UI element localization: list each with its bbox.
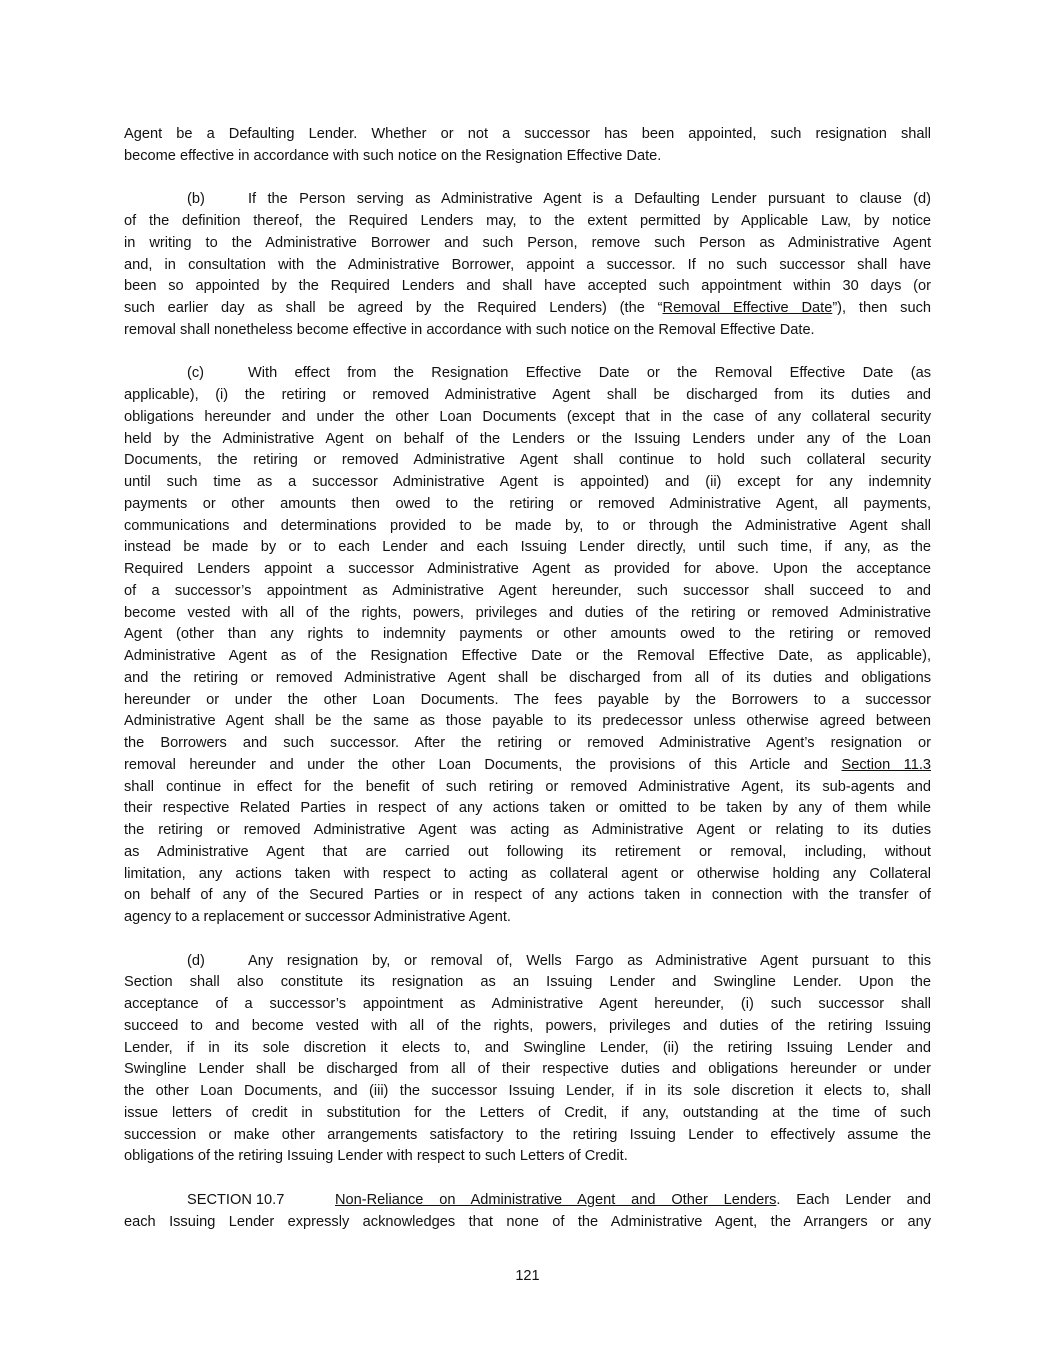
text-line	[124, 1081, 931, 1103]
line-text: and, in consultation with the Administrative Borrower, appoint a successor. If no such successor shall have	[124, 256, 931, 273]
text-line	[124, 690, 931, 712]
paragraph-label: (c)	[187, 365, 205, 382]
line-text: removal shall nonetheless become effective in accordance with such notice on the Removal Effective Date.	[124, 321, 815, 338]
text-line	[124, 1016, 931, 1038]
line-text: become vested with all of the rights, powers, privileges and duties of the retiring or removed Administrative	[124, 604, 931, 621]
text-line	[124, 320, 931, 342]
line-text: the Borrowers and such successor. After the retiring or removed Administrative Agent’s resignation or	[124, 735, 931, 751]
line-text: instead be made by or to each Lender and each Issuing Lender directly, until such time, if any, as the	[124, 539, 931, 556]
text-line	[124, 1146, 931, 1168]
line-text: Administrative Agent as of the Resignation Effective Date or the Removal Effective Date, as applicable),	[124, 648, 931, 664]
text-line	[124, 907, 931, 929]
text-segment: ”), then such	[832, 300, 931, 316]
line-text: the retiring or removed Administrative Agent was acting as Administrative Agent or relating to its duties	[124, 822, 931, 838]
text-line	[124, 1038, 931, 1060]
text-line	[124, 1212, 931, 1234]
text-line	[124, 603, 931, 625]
paragraph	[124, 189, 931, 341]
defined-term: Section 11.3	[841, 756, 931, 773]
line-text: Swingline Lender shall be discharged from all of their respective duties and obligations hereunder or under	[124, 1061, 931, 1078]
line-text: Documents, the retiring or removed Administrative Agent shall continue to hold such collateral security	[124, 452, 931, 469]
document-body	[124, 124, 931, 1255]
text-line	[124, 1125, 931, 1147]
line-text: their respective Related Parties in respect of any actions taken or omitted to be taken by any of them while	[124, 800, 931, 817]
line-text: succeed to and become vested with all of the rights, powers, privileges and duties of the retiring Issuing	[124, 1017, 931, 1034]
text-line	[124, 472, 931, 494]
text-line	[124, 1103, 931, 1125]
text-line	[124, 820, 931, 842]
text-segment: . Each Lender and	[776, 1191, 931, 1208]
line-text: payments or other amounts then owed to the retiring or removed Administrative Agent, all payments,	[124, 495, 931, 512]
text-line	[124, 581, 931, 603]
text-line	[124, 864, 931, 886]
line-text: Agent (other than any rights to indemnity payments or other amounts owed to the retiring or removed	[124, 626, 931, 643]
text-line	[124, 516, 931, 538]
text-line	[124, 842, 931, 864]
paragraph	[124, 1190, 931, 1234]
text-line	[124, 124, 931, 146]
line-text: Agent be a Defaulting Lender. Whether or not a successor has been appointed, such resignation shall	[124, 126, 931, 142]
text-line	[124, 798, 931, 820]
defined-term: Non-Reliance on Administrative Agent and Other Lenders	[335, 1191, 777, 1208]
line-text: in writing to the Administrative Borrower and such Person, remove such Person as Administrative Agent	[124, 234, 931, 251]
text-line	[124, 494, 931, 516]
text-line	[124, 407, 931, 429]
line-text: obligations of the retiring Issuing Lender with respect to such Letters of Credit.	[124, 1148, 628, 1165]
line-text: limitation, any actions taken with respect to acting as collateral agent or otherwise holding any Collateral	[124, 865, 931, 882]
line-text: become effective in accordance with such notice on the Resignation Effective Date.	[124, 147, 662, 164]
text-line	[124, 429, 931, 451]
line-text: and the retiring or removed Administrative Agent shall be discharged from all of its duties and obligations	[124, 669, 931, 686]
line-text: Section shall also constitute its resignation as an Issuing Lender and Swingline Lender. Upon the	[124, 974, 931, 991]
text-line	[124, 1190, 931, 1212]
line-text: communications and determinations provided to be made by, to or through the Administrative Agent shall	[124, 517, 931, 534]
paragraph	[124, 951, 931, 1169]
paragraph-label: (d)	[187, 952, 205, 969]
text-line	[124, 537, 931, 559]
text-line	[124, 1059, 931, 1081]
line-text: applicable), (i) the retiring or removed Administrative Agent shall be discharged from its duties and	[124, 387, 931, 403]
line-text: the other Loan Documents, and (iii) the successor Issuing Lender, if in its sole discretion it elects to, shall	[124, 1083, 931, 1099]
line-text: hereunder or under the other Loan Documents. The fees payable by the Borrowers to a successor	[124, 691, 931, 708]
text-line	[124, 450, 931, 472]
line-text: of a successor’s appointment as Administrative Agent hereunder, such successor shall succeed to and	[124, 582, 931, 599]
text-line	[124, 559, 931, 581]
line-text: Any resignation by, or removal of, Wells Fargo as Administrative Agent pursuant to this	[248, 952, 931, 969]
line-text: With effect from the Resignation Effective Date or the Removal Effective Date (as	[248, 365, 931, 382]
line-text: Administrative Agent shall be the same as those payable to its predecessor unless otherwise agreed between	[124, 713, 931, 730]
line-text: agency to a replacement or successor Administrative Agent.	[124, 909, 511, 925]
line-text	[124, 298, 931, 320]
text-segment: removal hereunder and under the other Loan Documents, the provisions of this Article and	[124, 756, 842, 773]
line-text: obligations hereunder and under the other Loan Documents (except that in the case of any collateral security	[124, 408, 931, 425]
text-line	[124, 255, 931, 277]
line-text	[335, 1190, 931, 1212]
text-line	[124, 994, 931, 1016]
line-text: as Administrative Agent that are carried out following its retirement or removal, including, without	[124, 843, 931, 860]
text-line	[124, 733, 931, 755]
line-text: issue letters of credit in substitution for the Letters of Credit, if any, outstanding at the time of such	[124, 1104, 931, 1121]
line-text: Required Lenders appoint a successor Administrative Agent as provided for above. Upon the acceptance	[124, 561, 931, 577]
text-line	[124, 385, 931, 407]
text-line	[124, 951, 931, 973]
text-line	[124, 624, 931, 646]
line-text: until such time as a successor Administrative Agent is appointed) and (ii) except for any indemnity	[124, 474, 931, 490]
line-text: of the definition thereof, the Required Lenders may, to the extent permitted by Applicable Law, by notice	[124, 213, 931, 229]
line-text: shall continue in effect for the benefit of such retiring or removed Administrative Agent, its sub-agents and	[124, 778, 931, 795]
line-text: succession or make other arrangements satisfactory to the retiring Issuing Lender to effectively assume the	[124, 1126, 931, 1143]
text-segment: such earlier day as shall be agreed by the Required Lenders) (the “	[124, 300, 663, 316]
text-line	[124, 668, 931, 690]
line-text: If the Person serving as Administrative Agent is a Defaulting Lender pursuant to clause (d)	[248, 191, 931, 208]
text-line	[124, 755, 931, 777]
line-text: acceptance of a successor’s appointment as Administrative Agent hereunder, (i) such successor shall	[124, 996, 931, 1012]
text-line	[124, 233, 931, 255]
text-line	[124, 711, 931, 733]
paragraph-label: (b)	[187, 191, 205, 208]
defined-term: Removal Effective Date	[662, 300, 833, 316]
paragraph-label: SECTION 10.7	[187, 1191, 285, 1208]
line-text: Lender, if in its sole discretion it elects to, and Swingline Lender, (ii) the retiring Issuing Lender and	[124, 1039, 931, 1056]
text-line	[124, 972, 931, 994]
text-line	[124, 276, 931, 298]
paragraph	[124, 124, 931, 168]
text-line	[124, 777, 931, 799]
line-text: been so appointed by the Required Lenders and shall have accepted such appointment within 30 days (or	[124, 278, 931, 295]
text-line	[124, 189, 931, 211]
line-text: held by the Administrative Agent on behalf of the Lenders or the Issuing Lenders under any of the Loan	[124, 430, 931, 447]
text-line	[124, 885, 931, 907]
text-line	[124, 363, 931, 385]
page-number: 121	[515, 1268, 540, 1284]
line-text: on behalf of any of the Secured Parties or in respect of any actions taken in connection with the transfer of	[124, 887, 931, 904]
text-line	[124, 298, 931, 320]
line-text	[124, 755, 931, 777]
text-line	[124, 211, 931, 233]
paragraph	[124, 363, 931, 929]
text-line	[124, 646, 931, 668]
text-line	[124, 146, 931, 168]
line-text: each Issuing Lender expressly acknowledges that none of the Administrative Agent, the Arrangers or any	[124, 1213, 931, 1230]
